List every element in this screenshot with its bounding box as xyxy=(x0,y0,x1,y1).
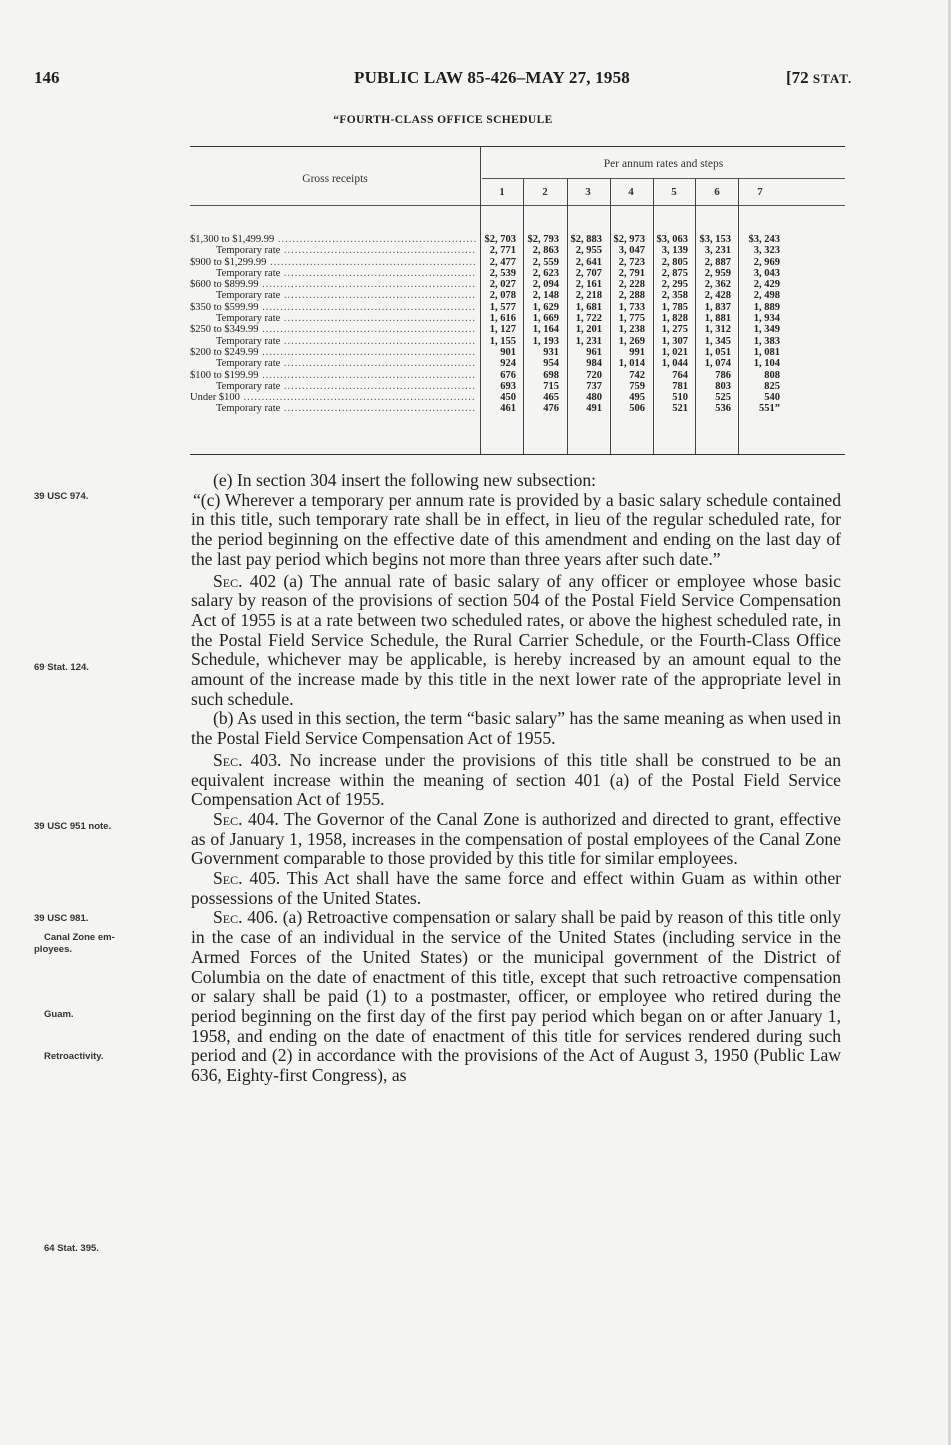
rate-cell: 676 xyxy=(500,369,516,381)
section-label: Sec. xyxy=(213,749,243,770)
rate-cell: 1, 881 xyxy=(704,313,731,325)
section-label: Sec. xyxy=(213,907,243,928)
rate-cell: 2, 228 xyxy=(618,279,645,291)
rate-cell: 2, 295 xyxy=(661,279,688,291)
schedule-rows xyxy=(190,234,845,415)
rate-cell: 742 xyxy=(629,369,645,381)
rate-cell: 1, 021 xyxy=(661,346,688,358)
rate-cell: 1, 051 xyxy=(704,346,731,358)
rate-cell: 2, 791 xyxy=(618,267,645,279)
row-label: $350 to $599.99 ..... xyxy=(190,302,476,313)
rate-cell: 1, 155 xyxy=(489,335,516,347)
rate-cell: 1, 127 xyxy=(489,324,516,336)
rate-cell: 480 xyxy=(586,392,602,404)
row-label: Temporary rate ..... xyxy=(190,268,476,279)
rate-cell: 540 xyxy=(764,392,780,404)
rate-cell: 3, 047 xyxy=(618,245,645,257)
rate-cell: 1, 889 xyxy=(753,301,780,313)
rate-cell: 2, 358 xyxy=(661,290,688,302)
section-text: 404. The Governor of the Canal Zone is authorized and directed to grant, effective as of January 1, 1958, increases in the compensation of postal employees of the Canal Zone Government comparable to those provided by this title for similar employees. xyxy=(191,808,841,869)
row-label: Temporary rate ..... xyxy=(190,290,476,301)
rate-cell: 465 xyxy=(543,392,559,404)
table-row xyxy=(190,268,845,279)
margin-note xyxy=(34,932,115,956)
rate-cell: 536 xyxy=(715,403,731,415)
rate-cell: 2, 875 xyxy=(661,267,688,279)
rate-cell: 2, 955 xyxy=(575,245,602,257)
rate-cell: 954 xyxy=(543,358,559,370)
stat-label: STAT. xyxy=(812,71,853,86)
rate-cell: 2, 218 xyxy=(575,290,602,302)
margin-note: 69 Stat. 124. xyxy=(34,662,89,673)
page-number: 146 xyxy=(34,68,60,87)
paragraph-c: “(c) Wherever a temporary per annum rate is provided by a basic salary schedule contained in this title, such temporary rate shall be in effect, in lieu of the regular scheduled rate, for the period beginning on the effective date of this amendment and ending on the last day of the last pay period which begins not more than three years after such date.” xyxy=(191,489,841,569)
margin-note: 39 USC 951 note. xyxy=(34,821,112,832)
table-row xyxy=(190,279,845,290)
rate-cell: 1, 681 xyxy=(575,301,602,313)
row-label: Temporary rate ..... xyxy=(190,403,476,414)
row-label: $600 to $899.99 ..... xyxy=(190,279,476,290)
rate-cell: 693 xyxy=(500,380,516,392)
rate-cell: 476 xyxy=(543,403,559,415)
margin-note: 64 Stat. 395. xyxy=(44,1243,99,1254)
rate-cell: 2, 969 xyxy=(753,256,780,268)
rate-cell: 1, 669 xyxy=(532,313,559,325)
rate-cell: 737 xyxy=(586,380,602,392)
rate-cell: 1, 349 xyxy=(753,324,780,336)
stat-volume: [72 xyxy=(786,68,809,87)
rate-cell: 2, 161 xyxy=(575,279,602,291)
rate-cell: 2, 429 xyxy=(753,279,780,291)
row-label: $100 to $199.99 ..... xyxy=(190,370,476,381)
section-label: Sec. xyxy=(213,868,243,889)
rate-cell: 2, 641 xyxy=(575,256,602,268)
section-404 xyxy=(191,810,841,869)
row-label: Temporary rate ..... xyxy=(190,336,476,347)
rate-cell: 2, 707 xyxy=(575,267,602,279)
table-row xyxy=(190,336,845,347)
table-row xyxy=(190,245,845,256)
rate-cell: $3, 063 xyxy=(656,234,688,245)
rate-cell: $3, 243 xyxy=(748,234,780,245)
rate-cell: 525 xyxy=(715,392,731,404)
rate-cell: 450 xyxy=(500,392,516,404)
rate-cell: 521 xyxy=(672,403,688,415)
rate-cell: 1, 577 xyxy=(489,301,516,313)
column-header-gross-receipts: Gross receipts xyxy=(302,173,368,185)
table-row xyxy=(190,381,845,392)
rate-cell: $3, 153 xyxy=(699,234,731,245)
rate-cell: 3, 323 xyxy=(753,245,780,257)
rate-cell: 2, 959 xyxy=(704,267,731,279)
rate-cell: 961 xyxy=(586,346,602,358)
margin-note-line: Canal Zone em- xyxy=(44,932,115,943)
schedule-title xyxy=(0,114,951,126)
table-row xyxy=(190,370,845,381)
table-top-rule xyxy=(190,146,845,147)
rate-cell: 698 xyxy=(543,369,559,381)
column-group-header: Per annum rates and steps xyxy=(603,158,724,170)
rate-cell: 715 xyxy=(543,380,559,392)
row-label: Temporary rate ..... xyxy=(190,313,476,324)
section-text: 405. This Act shall have the same force and effect within Guam as within other possessions of the United States. xyxy=(191,868,841,908)
rate-cell: 2, 477 xyxy=(489,256,516,268)
rate-cell: 1, 312 xyxy=(704,324,731,336)
rate-cell: 1, 307 xyxy=(661,335,688,347)
section-text: 406. (a) Retroactive compensation or salary shall be paid by reason of this title only in the case of an individual in the service of the United States (including service in the Armed Forces of the United States) or the municipal government of the District of Columbia on the date of enactment of this title, except that such retroactive compensation or salary shall be paid (1) to a postmaster, officer, or employee who retired during the period beginning on the first day of the first pay period which began on or after January 1, 1958, and ending on the date of enactment of this title for services rendered during such period and (2) in accordance with the provisions of the Act of August 3, 1950 (Public Law 636, Eighty-first Congress), as xyxy=(191,907,841,1086)
row-label: Temporary rate ..... xyxy=(190,358,476,369)
row-label: Temporary rate ..... xyxy=(190,245,476,256)
rate-cell: 825 xyxy=(764,380,780,392)
rate-cell: 984 xyxy=(586,358,602,370)
rate-cell: 2, 362 xyxy=(704,279,731,291)
column-header-step: 6 xyxy=(714,186,720,198)
column-header-step: 4 xyxy=(628,186,634,198)
rate-cell: 1, 231 xyxy=(575,335,602,347)
rate-cell: 931 xyxy=(543,346,559,358)
margin-note: Retroactivity. xyxy=(44,1051,104,1062)
rate-cell: 2, 559 xyxy=(532,256,559,268)
section-405 xyxy=(191,869,841,908)
section-403 xyxy=(191,751,841,810)
rate-cell: 1, 934 xyxy=(753,313,780,325)
rate-cell: 506 xyxy=(629,403,645,415)
margin-note: Guam. xyxy=(44,1009,74,1020)
rate-cell: 901 xyxy=(500,346,516,358)
row-label: Under $100 ..... xyxy=(190,392,476,403)
section-text: 403. No increase under the provisions of this title shall be construed to be an equivalent increase within the meaning of section 401 (a) of the Postal Field Service Compensation Act of 1955. xyxy=(191,749,841,810)
table-header-rule xyxy=(190,205,845,206)
section-label: Sec. xyxy=(213,570,243,591)
column-header-step: 7 xyxy=(757,186,763,198)
rate-cell: 1, 629 xyxy=(532,301,559,313)
rate-cell: 2, 094 xyxy=(532,279,559,291)
rate-cell: 991 xyxy=(629,346,645,358)
rate-cell: 2, 805 xyxy=(661,256,688,268)
table-bottom-rule xyxy=(190,454,845,455)
rate-cell: 1, 104 xyxy=(753,358,780,370)
rate-cell: 759 xyxy=(629,380,645,392)
table-row xyxy=(190,257,845,268)
column-header-step: 2 xyxy=(542,186,548,198)
rate-cell: 924 xyxy=(500,358,516,370)
column-header-step: 3 xyxy=(585,186,591,198)
rate-cell: 786 xyxy=(715,369,731,381)
table-row xyxy=(190,392,845,403)
section-label: Sec. xyxy=(213,808,243,829)
rate-cell: 2, 498 xyxy=(753,290,780,302)
table-row xyxy=(190,302,845,313)
row-label: $900 to $1,299.99 ..... xyxy=(190,257,476,268)
rate-cell: 2, 723 xyxy=(618,256,645,268)
margin-note-line: ployees. xyxy=(34,944,73,955)
row-label: $1,300 to $1,499.99 ..... xyxy=(190,234,476,245)
rate-cell: 461 xyxy=(500,403,516,415)
running-head-title: PUBLIC LAW 85-426–MAY 27, 1958 xyxy=(354,68,630,87)
rate-cell: 1, 081 xyxy=(753,346,780,358)
rate-cell: 495 xyxy=(629,392,645,404)
rate-cell: 2, 078 xyxy=(489,290,516,302)
rate-cell: 1, 616 xyxy=(489,313,516,325)
rate-cell: 1, 193 xyxy=(532,335,559,347)
rate-cell: $2, 973 xyxy=(613,234,645,245)
table-row xyxy=(190,324,845,335)
row-label: Temporary rate ..... xyxy=(190,381,476,392)
rate-cell: 510 xyxy=(672,392,688,404)
rate-cell: 1, 074 xyxy=(704,358,731,370)
section-406a xyxy=(191,908,841,1085)
column-header-step: 1 xyxy=(499,186,505,198)
rate-cell: 1, 014 xyxy=(618,358,645,370)
rate-cell: 2, 623 xyxy=(532,267,559,279)
rate-cell: 764 xyxy=(672,369,688,381)
rate-cell: 1, 722 xyxy=(575,313,602,325)
table-row xyxy=(190,313,845,324)
table-row xyxy=(190,358,845,369)
rate-cell: 2, 863 xyxy=(532,245,559,257)
rate-cell: 1, 269 xyxy=(618,335,645,347)
margin-note: 39 USC 981. xyxy=(34,913,89,924)
rate-cell: 2, 428 xyxy=(704,290,731,302)
rate-cell: 2, 887 xyxy=(704,256,731,268)
rate-cell: 1, 044 xyxy=(661,358,688,370)
row-label: $250 to $349.99 ..... xyxy=(190,324,476,335)
table-row xyxy=(190,290,845,301)
paragraph-b: (b) As used in this section, the term “basic salary” has the same meaning as when used in the Postal Field Service Compensation Act of 1955. xyxy=(191,708,841,749)
rate-cell: $2, 703 xyxy=(484,234,516,245)
rate-cell: 491 xyxy=(586,403,602,415)
rate-cell: 803 xyxy=(715,380,731,392)
running-head xyxy=(34,68,931,88)
rate-cell: 3, 231 xyxy=(704,245,731,257)
column-header-step: 5 xyxy=(671,186,677,198)
rate-cell: $2, 793 xyxy=(527,234,559,245)
section-text: 402 (a) The annual rate of basic salary of any officer or employee whose basic salary by reason of the provisions of section 504 of the Postal Field Service Compensation Act of 1955 is at a rate between two scheduled rates, or above the highest scheduled rate, in the Postal Field Service Schedule, the Rural Carrier Schedule, or the Fourth-Class Office Schedule, whichever may be applicable, is hereby increased by an amount equal to the amount of the increase made by this title in the next lower rate of the appropriate level in such schedule. xyxy=(191,570,841,709)
rate-cell: 2, 539 xyxy=(489,267,516,279)
table-row xyxy=(190,234,845,245)
rate-cell: 551” xyxy=(759,403,780,415)
rate-cell: 1, 275 xyxy=(661,324,688,336)
statute-reference xyxy=(786,68,852,88)
paragraph-e: (e) In section 304 insert the following new subsection: xyxy=(213,470,597,490)
rate-cell: 2, 288 xyxy=(618,290,645,302)
rate-cell: 1, 775 xyxy=(618,313,645,325)
rate-cell: 2, 771 xyxy=(489,245,516,257)
rate-cell: 1, 345 xyxy=(704,335,731,347)
rate-cell: 3, 139 xyxy=(661,245,688,257)
rate-cell: 1, 383 xyxy=(753,335,780,347)
row-label: $200 to $249.99 ..... xyxy=(190,347,476,358)
rate-cell: 720 xyxy=(586,369,602,381)
rate-cell: 1, 164 xyxy=(532,324,559,336)
rate-cell: 1, 238 xyxy=(618,324,645,336)
rate-cell: 1, 733 xyxy=(618,301,645,313)
section-402a xyxy=(191,572,841,710)
table-row xyxy=(190,403,845,414)
rate-cell: 1, 837 xyxy=(704,301,731,313)
rate-cell: 1, 201 xyxy=(575,324,602,336)
rate-cell: 781 xyxy=(672,380,688,392)
schedule-title-text: “FOURTH-CLASS OFFICE SCHEDULE xyxy=(333,114,553,126)
rate-cell: $2, 883 xyxy=(570,234,602,245)
rate-cell: 3, 043 xyxy=(753,267,780,279)
table-group-rule xyxy=(482,178,845,179)
margin-note: 39 USC 974. xyxy=(34,491,89,502)
rate-cell: 1, 785 xyxy=(661,301,688,313)
rate-cell: 808 xyxy=(764,369,780,381)
body-text xyxy=(191,471,841,1086)
rate-cell: 1, 828 xyxy=(661,313,688,325)
rate-cell: 2, 027 xyxy=(489,279,516,291)
table-row xyxy=(190,347,845,358)
rate-cell: 2, 148 xyxy=(532,290,559,302)
